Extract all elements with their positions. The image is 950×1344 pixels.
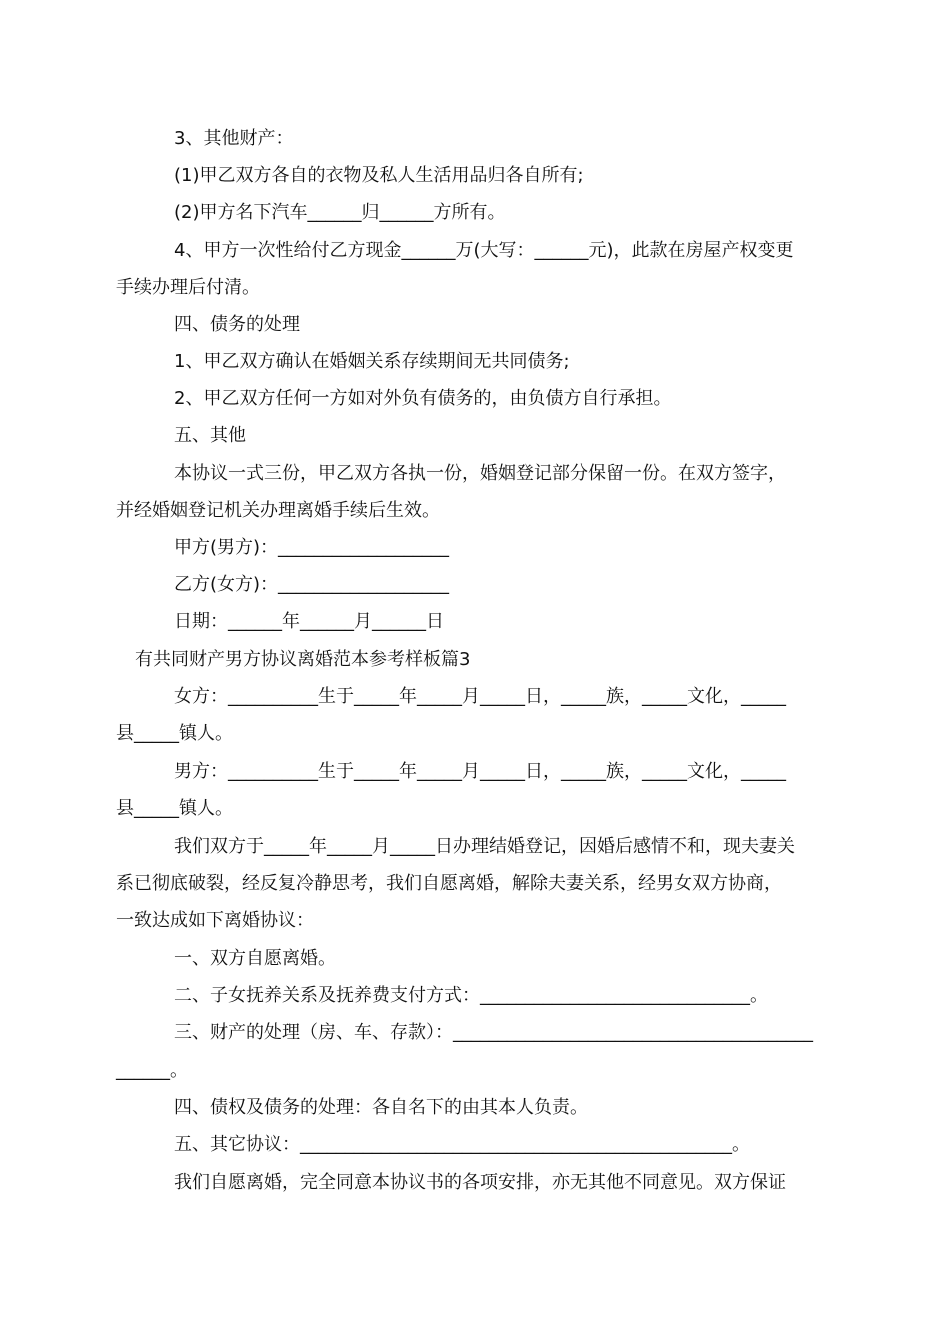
agreement-item-4: 四、债权及债务的处理：各自名下的由其本人负责。 (174, 1097, 588, 1118)
copies-line-2: 并经婚姻登记机关办理离婚手续后生效。 (116, 500, 440, 521)
date-line: 日期：______年______月______日 (174, 611, 444, 632)
male-party-line-2: 县_____镇人。 (116, 798, 233, 819)
statement-line-2: 系已彻底破裂，经反复冷静思考，我们自愿离婚，解除夫妻关系，经男女双方协商， (116, 873, 782, 894)
agreement-item-3-line-2: ______。 (116, 1060, 188, 1081)
section-4-heading: 四、债务的处理 (174, 314, 300, 335)
agreement-item-5: 五、其它协议：________________________________________________。 (174, 1134, 750, 1155)
clause-3-item-1: (1)甲乙双方各自的衣物及私人生活用品归各自所有; (174, 165, 584, 186)
agreement-item-2: 二、子女抚养关系及抚养费支付方式：______________________________。 (174, 985, 768, 1006)
statement-line-1: 我们双方于_____年_____月_____日办理结婚登记，因婚后感情不和，现夫妻关 (174, 836, 795, 857)
male-party-line-1: 男方：__________生于_____年_____月_____日，_____族，_____文化，_____ (174, 761, 786, 782)
clause-4-line-1: 4、甲方一次性给付乙方现金______万(大写：______元)，此款在房屋产权变更 (174, 240, 794, 261)
party-b-signature: 乙方(女方)：___________________ (174, 574, 450, 595)
agreement-item-1: 一、双方自愿离婚。 (174, 948, 336, 969)
section-title-3: 有共同财产男方协议离婚范本参考样板篇3 (135, 649, 471, 670)
debt-item-2: 2、甲乙双方任何一方如对外负有债务的，由负债方自行承担。 (174, 388, 672, 409)
debt-item-1: 1、甲乙双方确认在婚姻关系存续期间无共同债务; (174, 351, 570, 372)
copies-line-1: 本协议一式三份，甲乙双方各执一份，婚姻登记部分保留一份。在双方签字， (174, 463, 786, 484)
closing-statement: 我们自愿离婚，完全同意本协议书的各项安排，亦无其他不同意见。双方保证 (174, 1172, 786, 1193)
female-party-line-1: 女方：__________生于_____年_____月_____日，_____族，_____文化，_____ (174, 686, 786, 707)
agreement-item-3-line-1: 三、财产的处理（房、车、存款）：________________________________________ (174, 1022, 813, 1043)
clause-3-other-property: 3、其他财产： (174, 128, 294, 149)
party-a-signature: 甲方(男方)：___________________ (174, 537, 450, 558)
statement-line-3: 一致达成如下离婚协议： (116, 910, 314, 931)
female-party-line-2: 县_____镇人。 (116, 723, 233, 744)
clause-3-item-2: (2)甲方名下汽车______归______方所有。 (174, 202, 506, 223)
clause-4-line-2: 手续办理后付清。 (116, 277, 260, 298)
section-5-heading: 五、其他 (174, 425, 246, 446)
